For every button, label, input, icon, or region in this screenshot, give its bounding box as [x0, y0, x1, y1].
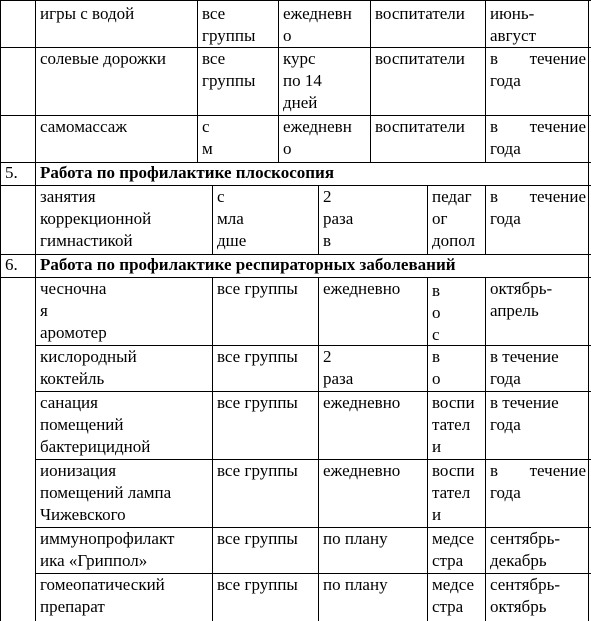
period-cell: август: [490, 26, 537, 45]
period-cell: октябрь-: [490, 279, 553, 298]
period-cell: в течение: [490, 117, 586, 136]
group-cell: с: [202, 117, 210, 136]
responsible-cell: воспитатели: [375, 4, 465, 23]
group-cell: группы: [202, 26, 256, 45]
activity-name: гомеопатический: [40, 575, 165, 594]
activity-name: помещений лампа: [40, 483, 172, 502]
frequency-cell: ежедневно: [323, 461, 401, 480]
period-cell: года: [490, 71, 521, 90]
activity-name: я: [40, 301, 48, 320]
group-cell: м: [202, 139, 213, 158]
frequency-cell: 2: [323, 187, 332, 206]
period-cell: июнь-: [490, 4, 535, 23]
frequency-cell: дней: [283, 93, 318, 112]
period-cell: в течение: [490, 461, 586, 480]
group-cell: все группы: [217, 461, 298, 480]
period-cell: года: [490, 415, 521, 434]
period-cell: года: [490, 369, 521, 388]
responsible-cell: с: [432, 325, 440, 344]
frequency-cell: о: [283, 139, 292, 158]
activity-name: занятия: [40, 187, 96, 206]
activity-name: препарат: [40, 597, 105, 616]
responsible-cell: стра: [432, 551, 464, 570]
frequency-cell: ежедневн: [283, 4, 352, 23]
frequency-cell: по плану: [323, 529, 388, 548]
frequency-cell: о: [283, 26, 292, 45]
section-title: Работа по профилактике респираторных заболеваний: [40, 255, 456, 274]
period-cell: декабрь: [490, 551, 547, 570]
group-cell: дше: [217, 231, 247, 250]
responsible-cell: стра: [432, 597, 464, 616]
group-cell: с: [217, 187, 225, 206]
responsible-cell: ог: [432, 209, 448, 228]
frequency-cell: в: [323, 231, 332, 250]
activity-name: бактерицидной: [40, 437, 151, 456]
activity-name: гимнастикой: [40, 231, 133, 250]
frequency-cell: курс: [283, 49, 316, 68]
group-cell: все группы: [217, 575, 298, 594]
responsible-cell: педаг: [432, 187, 472, 206]
period-cell: года: [490, 209, 521, 228]
activity-name: санация: [40, 393, 98, 412]
activity-name: помещений: [40, 415, 124, 434]
frequency-cell: ежедневно: [323, 279, 401, 298]
period-cell: в течение: [490, 187, 586, 206]
responsible-cell: воспитатели: [375, 117, 465, 136]
responsible-cell: допол: [432, 231, 476, 250]
activity-name: самомассаж: [40, 117, 128, 136]
responsible-cell: медсе: [432, 575, 475, 594]
activity-name: Чижевского: [40, 505, 126, 524]
group-cell: все: [202, 49, 226, 68]
activity-name: чесночна: [40, 279, 107, 298]
group-cell: все группы: [217, 529, 298, 548]
activity-name: аромотер: [40, 323, 107, 342]
responsible-cell: о: [432, 369, 441, 388]
responsible-cell: в: [432, 281, 441, 300]
frequency-cell: 2: [323, 347, 332, 366]
activity-name: ионизация: [40, 461, 117, 480]
section-title: Работа по профилактике плоскосопия: [40, 163, 335, 182]
period-cell: в течение: [490, 347, 559, 366]
frequency-cell: раза: [323, 209, 354, 228]
period-cell: октябрь: [490, 597, 547, 616]
responsible-cell: тател: [432, 483, 471, 502]
activity-name: коррекционной: [40, 209, 152, 228]
responsible-cell: воспитатели: [375, 49, 465, 68]
period-cell: сентябрь-: [490, 575, 560, 594]
responsible-cell: воспи: [432, 393, 475, 412]
responsible-cell: и: [432, 505, 442, 524]
responsible-cell: о: [432, 303, 441, 322]
group-cell: группы: [202, 71, 256, 90]
period-cell: сентябрь-: [490, 529, 560, 548]
activity-name: игры с водой: [40, 4, 135, 23]
period-cell: года: [490, 483, 521, 502]
frequency-cell: раза: [323, 369, 354, 388]
activity-name: солевые дорожки: [40, 49, 166, 68]
activity-name: ика «Гриппол»: [40, 551, 148, 570]
section-number: 6.: [5, 255, 18, 274]
frequency-cell: ежедневно: [323, 393, 401, 412]
period-cell: в течение: [490, 393, 559, 412]
group-cell: мла: [217, 209, 244, 228]
responsible-cell: в: [432, 347, 441, 366]
period-cell: апрель: [490, 301, 539, 320]
frequency-cell: ежедневн: [283, 117, 352, 136]
group-cell: все группы: [217, 347, 298, 366]
activity-name: коктейль: [40, 369, 105, 388]
group-cell: все группы: [217, 279, 298, 298]
section-number: 5.: [5, 163, 18, 182]
responsible-cell: воспи: [432, 461, 475, 480]
period-cell: в течение: [490, 49, 586, 68]
responsible-cell: медсе: [432, 529, 475, 548]
activity-name: кислородный: [40, 347, 137, 366]
period-cell: года: [490, 139, 521, 158]
responsible-cell: и: [432, 437, 442, 456]
group-cell: все: [202, 4, 226, 23]
frequency-cell: по плану: [323, 575, 388, 594]
frequency-cell: по 14: [283, 71, 322, 90]
activity-name: иммунопрофилакт: [40, 529, 175, 548]
responsible-cell: тател: [432, 415, 471, 434]
group-cell: все группы: [217, 393, 298, 412]
